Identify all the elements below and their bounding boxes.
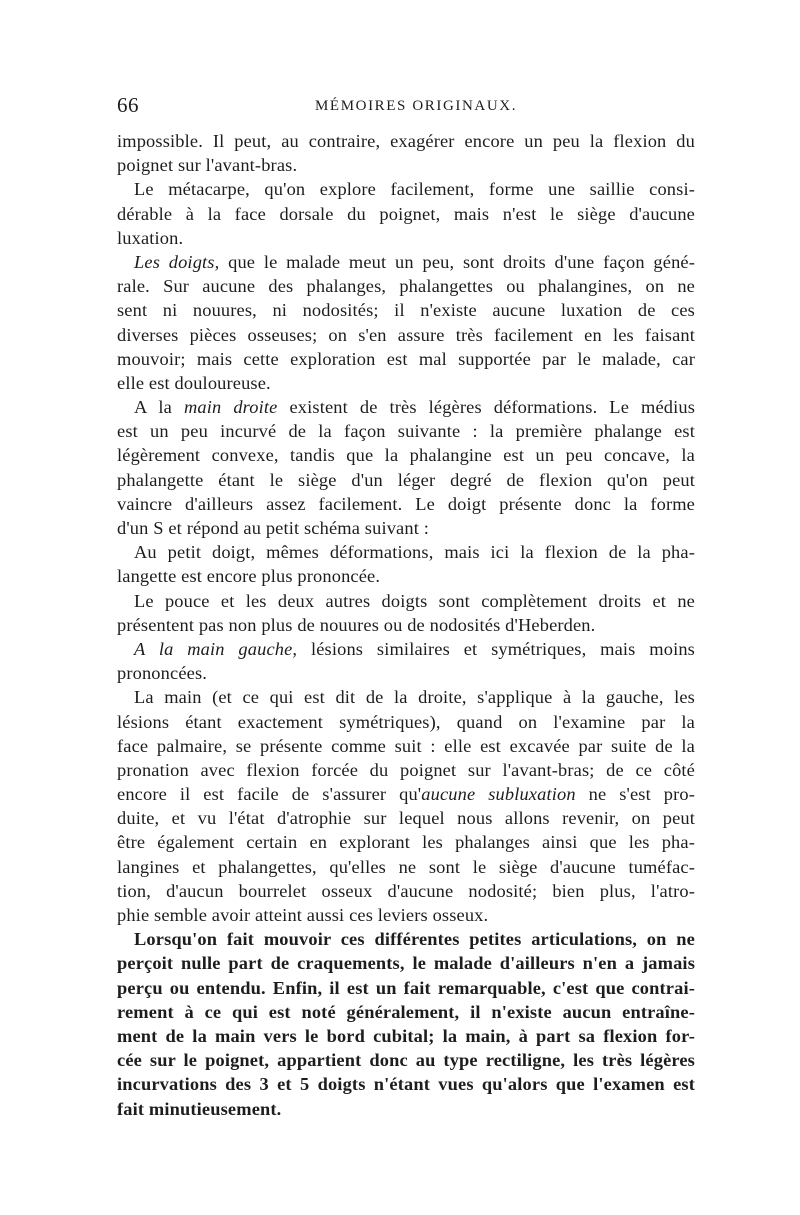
text-line: perçoit nulle part de craquements, le malade d'ailleurs n'en a jamais [117,953,695,974]
text-line: phalangette étant le siège d'un léger degré de flexion qu'on peut [117,469,695,490]
text-line: lésions étant exactement symétriques), quand on l'examine par la [117,711,695,732]
text-line: sent ni nouures, ni nodosités; il n'existe aucune luxation de ces [117,300,695,321]
text-line: duite, et vu l'état d'atrophie sur lequel nous allons revenir, on peut [117,808,695,829]
text-line: face palmaire, se présente comme suit : elle est excavée par suite de la [117,735,695,756]
text-line: être également certain en explorant les phalanges ainsi que les pha- [117,832,695,853]
text-line: langette est encore plus prononcée. [117,566,381,587]
text-line: fait minutieusement. [117,1098,282,1119]
page-number: 66 [117,93,139,117]
text-line: présentent pas non plus de nouures ou de nodosités d'Heberden. [117,614,596,635]
text-line: Lorsqu'on fait mouvoir ces différentes petites articulations, on ne [134,929,695,950]
text-line: pronation avec flexion forcée du poignet sur l'avant-bras; de ce côté [117,759,695,780]
text-line: Au petit doigt, mêmes déformations, mais ici la flexion de la pha- [134,542,695,563]
text-line: est un peu incurvé de la façon suivante : la première phalange est [117,421,695,442]
text-line: tion, d'aucun bourrelet osseux d'aucune nodosité; bien plus, l'atro- [117,880,695,901]
text-line: mouvoir; mais cette exploration est mal supportée par le malade, car [117,348,695,369]
text-line: poignet sur l'avant-bras. [117,155,298,176]
text-line: phie semble avoir atteint aussi ces leviers osseux. [117,905,489,925]
text-line: prononcées. [117,663,207,684]
text-line: ment de la main vers le bord cubital; la main, à part sa flexion for- [117,1025,695,1046]
text-line: cée sur le poignet, appartient donc au type rectiligne, les très légères [117,1050,695,1071]
text-line: rale. Sur aucune des phalanges, phalangettes ou phalangines, on ne [117,276,695,297]
text-line: vaincre d'ailleurs assez facilement. Le doigt présente donc la forme [117,493,695,514]
text-line: luxation. [117,227,184,248]
text-line: d'un S et répond au petit schéma suivant : [117,518,429,538]
text-line: perçu ou entendu. Enfin, il est un fait remarquable, c'est que contrai- [117,977,695,998]
running-title: MÉMOIRES ORIGINAUX. [315,98,518,114]
page-header [117,93,695,123]
text-line: encore il est facile de s'assurer qu'aucune subluxation ne s'est pro- [117,784,695,805]
text-line: impossible. Il peut, au contraire, exagérer encore un peu la flexion du [117,131,695,151]
text-line: A la main droite existent de très légères déformations. Le médius [134,397,696,418]
text-line: rement à ce qui est noté généralement, il n'existe aucun entraîne- [117,1001,695,1022]
text-line: Le métacarpe, qu'on explore facilement, forme une saillie consi- [134,179,695,200]
text-line: diverses pièces osseuses; on s'en assure très facilement en les faisant [117,324,695,345]
text-line: Les doigts, que le malade meut un peu, sont droits d'une façon géné- [134,251,695,272]
text-line: incurvations des 3 et 5 doigts n'étant vues qu'alors que l'examen est [117,1074,695,1095]
text-line: A la main gauche, lésions similaires et symétriques, mais moins [134,638,695,659]
text-line: dérable à la face dorsale du poignet, mais n'est le siège d'aucune [117,203,695,224]
text-line: légèrement convexe, tandis que la phalangine est un peu concave, la [117,445,695,466]
text-line: elle est douloureuse. [117,372,271,393]
body-text [117,129,695,1121]
text-line: Le pouce et les deux autres doigts sont complètement droits et ne [134,590,695,611]
text-line: La main (et ce qui est dit de la droite, s'applique à la gauche, les [134,687,695,708]
text-line: langines et phalangettes, qu'elles ne sont le siège d'aucune tuméfac- [117,856,695,877]
